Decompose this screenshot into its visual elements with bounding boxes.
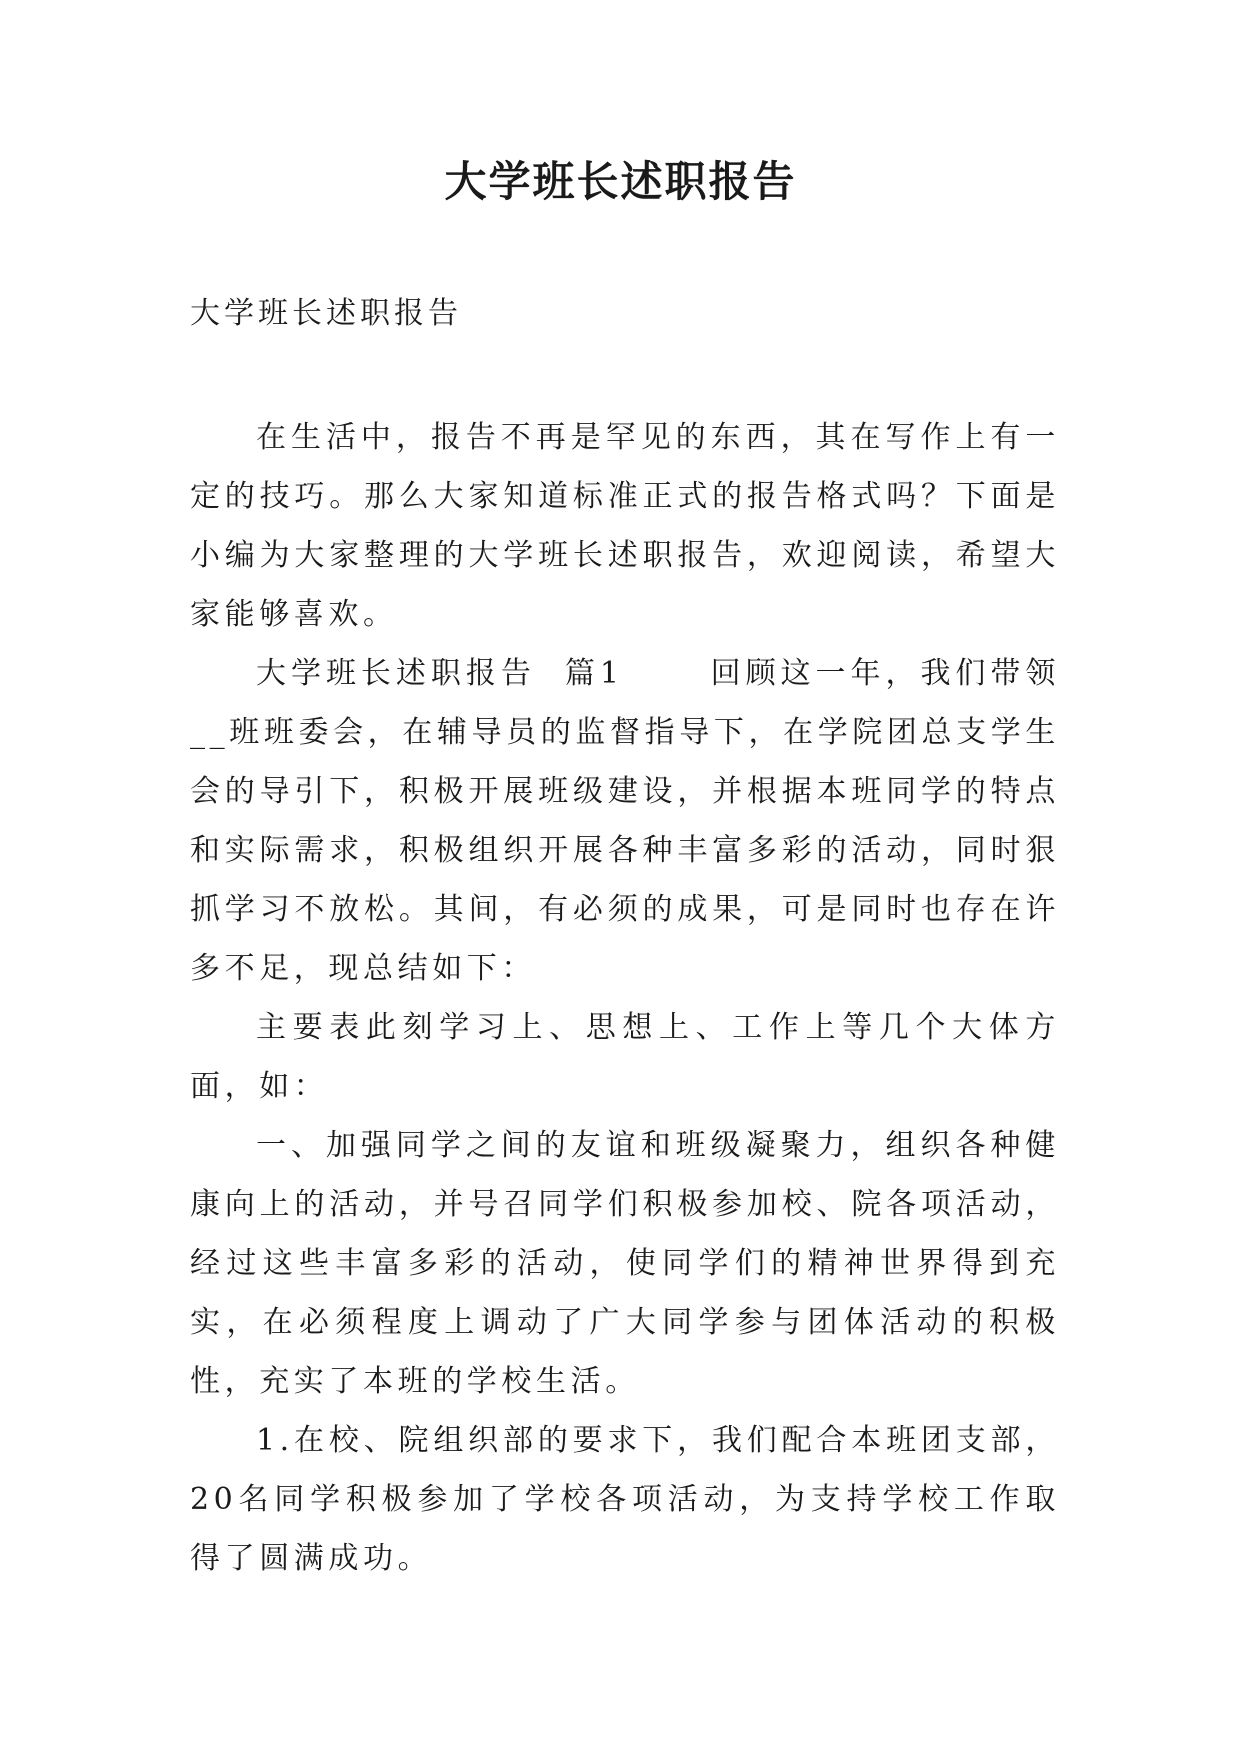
document-subtitle: 大学班长述职报告 [190, 296, 462, 331]
paragraph-aspects: 主要表此刻学习上、思想上、工作上等几个大体方面，如： [190, 1010, 1060, 1104]
paragraph-item-one: 一、加强同学之间的友谊和班级凝聚力，组织各种健康向上的活动，并号召同学们积极参加校、院各项活动，经过这些丰富多彩的活动，使同学们的精神世界得到充实，在必须程度上调动了广大同学参与团体活动的积极性，充实了本班的学校生活。 [190, 1128, 1060, 1399]
document-body [190, 408, 1060, 1588]
paragraph-section-1: 大学班长述职报告 篇1 回顾这一年，我们带领__班班委会，在辅导员的监督指导下，在学院团总支学生会的导引下，积极开展班级建设，并根据本班同学的特点和实际需求，积极组织开展各种丰富多彩的活动，同时狠抓学习不放松。其间，有必须的成果，可是同时也存在许多不足，现总结如下： [190, 656, 1060, 986]
paragraph-item-1-1: 1.在校、院组织部的要求下，我们配合本班团支部，20名同学积极参加了学校各项活动，为支持学校工作取得了圆满成功。 [190, 1423, 1060, 1576]
paragraph-intro: 在生活中，报告不再是罕见的东西，其在写作上有一定的技巧。那么大家知道标准正式的报告格式吗？下面是小编为大家整理的大学班长述职报告，欢迎阅读，希望大家能够喜欢。 [190, 420, 1060, 632]
document-title: 大学班长述职报告 [444, 157, 797, 206]
